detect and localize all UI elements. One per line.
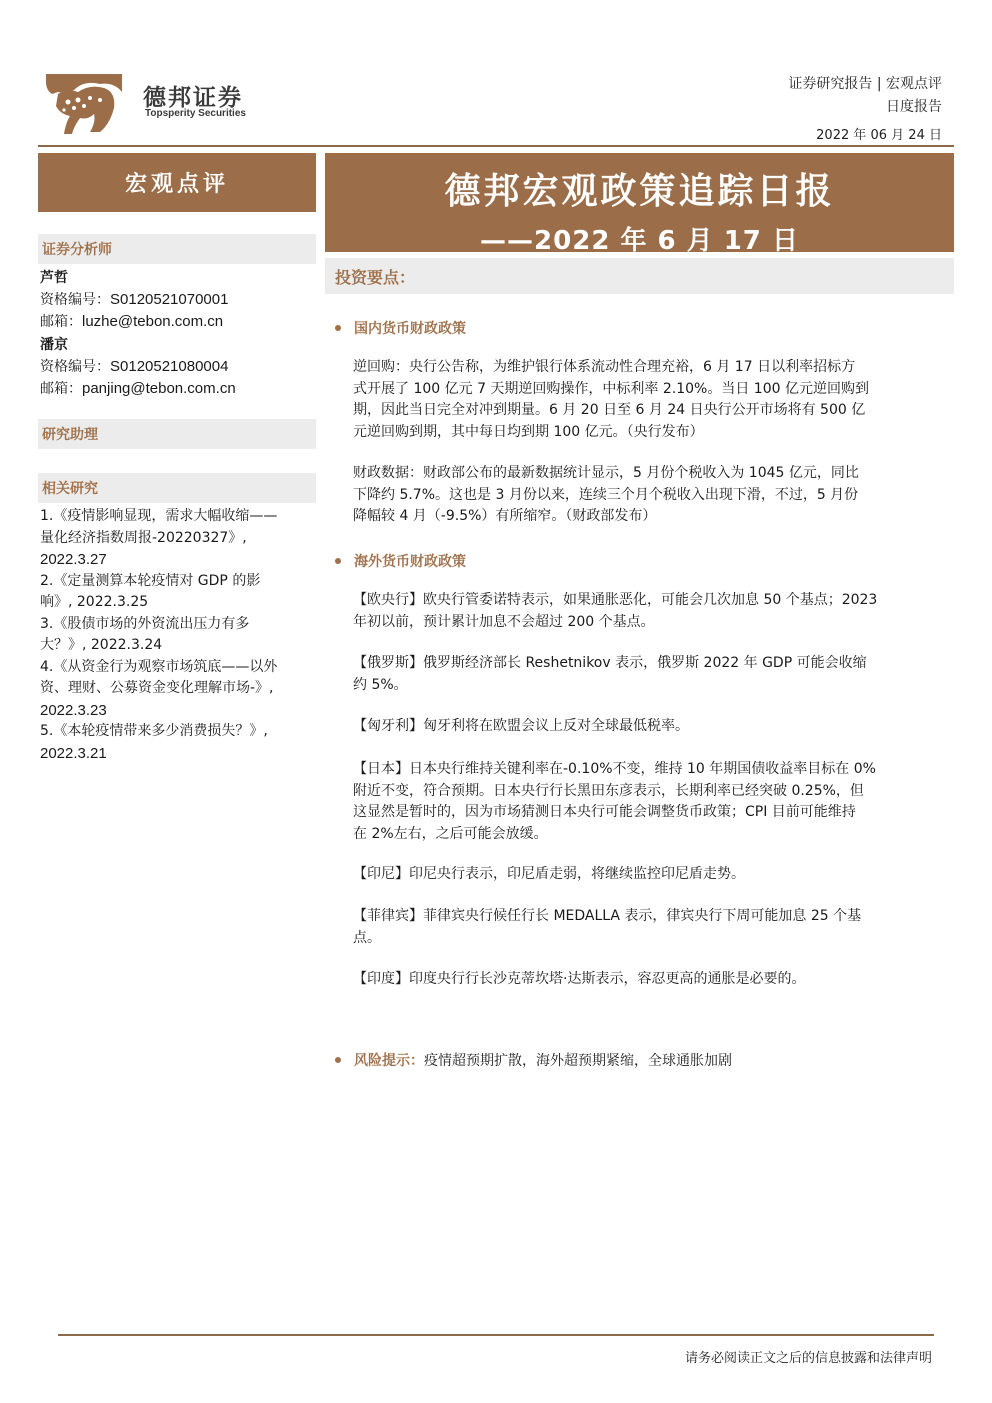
analyst-cert: 资格编号：S0120521080004 xyxy=(40,358,229,375)
report-title-banner xyxy=(325,153,954,256)
overseas-philippines: 【菲律宾】菲律宾央行候任行长 MEDALLA 表示，律宾央行下周可能加息 25 个基 点。 xyxy=(353,908,862,946)
footer-divider xyxy=(58,1334,934,1336)
risk-label: 风险提示： xyxy=(354,1053,424,1069)
analyst-email-link[interactable]: luzhe@tebon.com.cn xyxy=(82,313,224,330)
overseas-hungary: 【匈牙利】匈牙利将在欧盟会议上反对全球最低税率。 xyxy=(353,718,689,734)
related-item[interactable]: 4.《从资金行为观察市场筑底——以外 资、理财、公募资金变化理解市场-》, 2022.3.23 xyxy=(40,658,278,719)
report-subtitle: ——2022 年 6 月 17 日 xyxy=(480,226,799,256)
brand-name-cn: 德邦证券 xyxy=(143,85,243,111)
footer-disclaimer: 请务必阅读正文之后的信息披露和法律声明 xyxy=(684,1351,932,1366)
related-item[interactable]: 3.《股债市场的外资流出压力有多 大？》, 2022.3.24 xyxy=(40,615,250,653)
report-type: 证券研究报告 | 宏观点评 xyxy=(788,76,942,92)
reverse-repo-paragraph: 逆回购：央行公告称，为维护银行体系流动性合理充裕，6 月 17 日以利率招标方 式开展了 100 亿元 7 天期逆回购操作，中标利率 2.10%。当日 100 亿元逆回购到 期，因此当日完全对冲到期量。6 月 20 日至 6 月 24 日央行公开市场将有 500 亿 元逆回购到期，其中每日均到期 100 亿元。（央行发布） xyxy=(353,359,869,440)
brand-name-en: Topsperity Securities xyxy=(145,108,246,119)
bullet-icon xyxy=(335,1057,341,1063)
risk-text: 疫情超预期扩散，海外超预期紧缩，全球通胀加剧 xyxy=(424,1053,732,1069)
analyst-name: 芦哲 xyxy=(40,270,68,286)
category-banner: 宏观点评 xyxy=(38,153,316,212)
related-item[interactable]: 2.《定量测算本轮疫情对 GDP 的影 响》, 2022.3.25 xyxy=(40,572,261,610)
analysts-header: 证券分析师 xyxy=(38,234,316,264)
investment-highlights-header: 投资要点： xyxy=(325,258,954,294)
report-title: 德邦宏观政策追踪日报 xyxy=(444,171,835,212)
risk-warning xyxy=(335,1050,732,1070)
overseas-indonesia: 【印尼】印尼央行表示，印尼盾走弱，将继续监控印尼盾走势。 xyxy=(353,866,745,882)
related-research-list xyxy=(40,506,314,764)
analyst-email-link[interactable]: panjing@tebon.com.cn xyxy=(82,380,236,397)
report-date: 2022 年 06 月 24 日 xyxy=(816,128,942,143)
header-divider xyxy=(38,145,954,147)
research-assistant-header: 研究助理 xyxy=(38,419,316,449)
overseas-ecb: 【欧央行】欧央行管委诺特表示，如果通胀恶化，可能会几次加息 50 个基点；2023 年初以前，预计累计加息不会超过 200 个基点。 xyxy=(353,592,878,630)
analyst-email: 邮箱：luzhe@tebon.com.cn xyxy=(40,313,224,330)
section-overseas-policy: 海外货币财政政策 xyxy=(335,551,466,571)
analyst-email: 邮箱：panjing@tebon.com.cn xyxy=(40,380,236,397)
fiscal-data-paragraph: 财政数据：财政部公布的最新数据统计显示，5 月份个税收入为 1045 亿元，同比 下降约 5.7%。这也是 3 月份以来，连续三个月个税收入出现下滑，不过，5 月份 降幅较 4 月（-9.5%）有所缩窄。（财政部发布） xyxy=(353,465,859,524)
report-frequency: 日度报告 xyxy=(886,99,942,115)
bullet-icon xyxy=(335,325,341,331)
related-item[interactable]: 1.《疫情影响显现，需求大幅收缩—— 量化经济指数周报-20220327》, 2022.3.27 xyxy=(40,508,278,568)
section-domestic-policy: 国内货币财政政策 xyxy=(335,318,466,338)
analyst-cert: 资格编号：S0120521070001 xyxy=(40,291,229,308)
tebon-leopard-logo xyxy=(44,70,124,138)
related-item[interactable]: 5.《本轮疫情带来多少消费损失？》, 2022.3.21 xyxy=(40,723,268,762)
overseas-russia: 【俄罗斯】俄罗斯经济部长 Reshetnikov 表示，俄罗斯 2022 年 GDP 可能会收缩 约 5%。 xyxy=(353,655,867,693)
overseas-india: 【印度】印度央行行长沙克蒂坎塔·达斯表示，容忍更高的通胀是必要的。 xyxy=(353,971,806,987)
analyst-name: 潘京 xyxy=(40,337,68,353)
related-research-header: 相关研究 xyxy=(38,473,316,503)
bullet-icon xyxy=(335,558,341,564)
overseas-japan: 【日本】日本央行维持关键利率在-0.10%不变，维持 10 年期国债收益率目标在 0% 附近不变，符合预期。日本央行行长黑田东彦表示，长期利率已经突破 0.25%，但 这显然是暂时的，因为市场猜测日本央行可能会调整货币政策；CPI 目前可能维持 在 2%左右，之后可能会放缓。 xyxy=(353,761,876,842)
